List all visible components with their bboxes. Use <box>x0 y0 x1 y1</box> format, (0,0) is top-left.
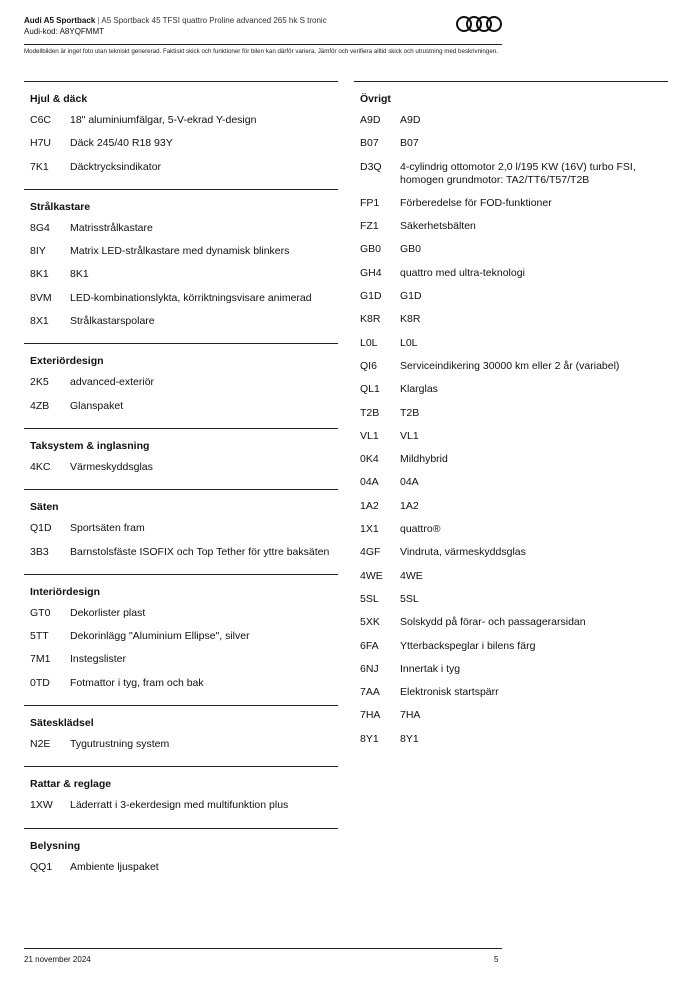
equipment-description: Ambiente ljuspaket <box>70 860 159 873</box>
equipment-description: quattro med ultra-teknologi <box>400 266 525 279</box>
equipment-row <box>24 630 338 643</box>
equipment-row <box>24 607 338 620</box>
equipment-row <box>354 383 668 396</box>
footer-divider <box>24 948 502 949</box>
equipment-description: Instegslister <box>70 653 127 666</box>
equipment-description: Läderratt i 3-ekerdesign med multifunktion plus <box>70 799 289 812</box>
equipment-description: B07 <box>400 137 419 150</box>
equipment-code: 2K5 <box>30 376 49 389</box>
equipment-row <box>354 616 668 629</box>
equipment-code: Q1D <box>30 522 52 535</box>
section-title: Exteriördesign <box>30 355 104 368</box>
equipment-code: 7K1 <box>30 160 49 173</box>
equipment-row <box>354 593 668 606</box>
equipment-description: Klarglas <box>400 383 438 396</box>
equipment-code: GB0 <box>360 243 382 256</box>
equipment-row <box>24 738 338 751</box>
equipment-section <box>24 574 338 705</box>
equipment-code: GH4 <box>360 266 382 279</box>
equipment-description: 1A2 <box>400 499 419 512</box>
equipment-row <box>354 161 668 187</box>
equipment-description: LED-kombinationslykta, körriktningsvisare animerad <box>70 291 312 304</box>
section-title: Säten <box>30 501 59 514</box>
equipment-row <box>354 220 668 233</box>
equipment-description: Dekorinlägg "Aluminium Ellipse", silver <box>70 630 250 643</box>
equipment-row <box>24 799 338 812</box>
equipment-code: 8Y1 <box>360 732 379 745</box>
equipment-code: 5SL <box>360 592 379 605</box>
equipment-row <box>354 197 668 210</box>
equipment-row <box>354 267 668 280</box>
equipment-description: 5SL <box>400 592 419 605</box>
equipment-code: 7M1 <box>30 653 51 666</box>
equipment-code: 1A2 <box>360 499 379 512</box>
equipment-code: 6NJ <box>360 662 379 675</box>
equipment-description: Däcktrycksindikator <box>70 160 162 173</box>
equipment-row <box>24 245 338 258</box>
equipment-section <box>24 189 338 343</box>
equipment-row <box>354 476 668 489</box>
equipment-description: Strålkastarspolare <box>70 315 155 328</box>
equipment-description: Förberedelse för FOD-funktioner <box>400 196 552 209</box>
document-header <box>24 16 502 37</box>
equipment-description: Däck 245/40 R18 93Y <box>70 137 173 150</box>
equipment-row <box>24 861 338 874</box>
equipment-code: G1D <box>360 290 382 303</box>
equipment-description: 04A <box>400 476 419 489</box>
equipment-description: A9D <box>400 114 421 126</box>
equipment-description: advanced-exteriör <box>70 376 155 389</box>
equipment-description: Sportsäten fram <box>70 522 145 535</box>
equipment-description: 4-cylindrig ottomotor 2,0 l/195 KW (16V) turbo FSI, homogen grundmotor: TA2/TT6/T57/T2B <box>400 160 636 186</box>
equipment-row <box>354 640 668 653</box>
variant-name: A5 Sportback 45 TFSI quattro Proline advanced 265 hk S tronic <box>101 16 327 25</box>
right-column <box>354 81 668 761</box>
header-divider <box>24 44 502 45</box>
equipment-code: QI6 <box>360 359 377 372</box>
equipment-description: Säkerhetsbälten <box>400 220 476 233</box>
equipment-row <box>24 315 338 328</box>
equipment-row <box>24 292 338 305</box>
equipment-code: 4WE <box>360 569 383 582</box>
equipment-section <box>24 428 338 489</box>
equipment-code: 8K1 <box>30 268 49 281</box>
equipment-row <box>354 313 668 326</box>
equipment-description: Dekorlister plast <box>70 606 146 619</box>
equipment-section <box>24 343 338 428</box>
equipment-row <box>24 677 338 690</box>
section-title: Övrigt <box>360 93 391 105</box>
equipment-description: Vindruta, värmeskyddsglas <box>400 546 526 559</box>
disclaimer-text: Modellbilden är inget foto utan tekniskt genererad. Faktiskt skick och funktioner för bilen kan därför variera. Jämför och verifiera alltid skick och utrustning med beskrivningen. <box>24 48 498 55</box>
equipment-row <box>354 114 668 127</box>
equipment-code: 8VM <box>30 291 52 304</box>
audi-rings-logo-icon <box>455 15 503 33</box>
equipment-row <box>354 407 668 420</box>
equipment-description: Tygutrustning system <box>70 738 170 751</box>
equipment-code: QL1 <box>360 383 380 396</box>
equipment-code: H7U <box>30 137 52 150</box>
equipment-description: 7HA <box>400 709 421 722</box>
equipment-description: quattro® <box>400 523 441 536</box>
equipment-description: G1D <box>400 290 422 303</box>
equipment-row <box>24 522 338 535</box>
equipment-description: 8K1 <box>70 268 89 281</box>
equipment-section <box>24 489 338 574</box>
equipment-description: Matrisstrålkastare <box>70 221 153 234</box>
equipment-code: 7AA <box>360 686 380 699</box>
page-number: 5 <box>494 955 499 964</box>
equipment-code: FZ1 <box>360 220 379 233</box>
equipment-row <box>354 453 668 466</box>
equipment-description: Innertak i tyg <box>400 662 461 675</box>
equipment-section <box>24 81 338 189</box>
header-title-line <box>24 16 502 26</box>
equipment-code: 4ZB <box>30 399 50 412</box>
section-title: Rattar & reglage <box>30 778 112 791</box>
equipment-code: FP1 <box>360 196 380 209</box>
equipment-description: Glanspaket <box>70 399 124 412</box>
equipment-row <box>354 243 668 256</box>
equipment-row <box>354 733 668 746</box>
equipment-row <box>354 360 668 373</box>
equipment-row <box>24 268 338 281</box>
equipment-description: Serviceindikering 30000 km eller 2 år (variabel) <box>400 359 620 372</box>
equipment-code: 0K4 <box>360 453 379 466</box>
equipment-code: 4GF <box>360 546 381 559</box>
equipment-code: 5TT <box>30 630 49 643</box>
equipment-description: T2B <box>400 406 420 419</box>
equipment-section <box>24 705 338 766</box>
equipment-description: Barnstolsfäste ISOFIX och Top Tether för yttre baksäten <box>70 545 330 558</box>
equipment-section <box>24 828 338 889</box>
equipment-row <box>354 709 668 722</box>
model-name: Audi A5 Sportback <box>24 16 96 25</box>
section-title: Hjul & däck <box>30 93 88 105</box>
equipment-row <box>24 161 338 174</box>
equipment-description: Mildhybrid <box>400 453 448 466</box>
equipment-description: L0L <box>400 336 418 349</box>
equipment-row <box>354 686 668 699</box>
equipment-code: T2B <box>360 406 380 419</box>
section-title: Sätesklädsel <box>30 717 94 730</box>
equipment-section <box>24 766 338 827</box>
section-title: Strålkastare <box>30 200 91 213</box>
equipment-code: QQ1 <box>30 860 53 873</box>
equipment-code: N2E <box>30 738 51 751</box>
equipment-code: 6FA <box>360 639 379 652</box>
equipment-description: GB0 <box>400 243 422 256</box>
footer-date: 21 november 2024 <box>24 955 91 964</box>
equipment-code: 8IY <box>30 245 46 258</box>
equipment-code: VL1 <box>360 429 379 442</box>
equipment-row <box>354 570 668 583</box>
equipment-code: 7HA <box>360 709 381 722</box>
equipment-code: 5XK <box>360 616 380 629</box>
equipment-description: Fotmattor i tyg, fram och bak <box>70 676 204 689</box>
equipment-code: GT0 <box>30 606 51 619</box>
equipment-row <box>24 114 338 127</box>
equipment-row <box>24 400 338 413</box>
title-separator: | <box>97 16 100 25</box>
equipment-row <box>24 546 338 559</box>
equipment-description: K8R <box>400 313 421 326</box>
equipment-code: 8G4 <box>30 221 50 234</box>
equipment-code: 1XW <box>30 799 53 812</box>
equipment-description: 18" aluminiumfälgar, 5-V-ekrad Y-design <box>70 114 257 126</box>
equipment-description: Värmeskyddsglas <box>70 460 153 473</box>
section-title: Taksystem & inglasning <box>30 439 150 452</box>
equipment-row <box>354 663 668 676</box>
equipment-code: 0TD <box>30 676 50 689</box>
equipment-description: Matrix LED-strålkastare med dynamisk blinkers <box>70 245 290 258</box>
equipment-description: Elektronisk startspärr <box>400 686 499 699</box>
section-title: Interiördesign <box>30 585 101 598</box>
equipment-row <box>354 137 668 150</box>
equipment-description: 8Y1 <box>400 732 419 745</box>
equipment-code: K8R <box>360 313 381 326</box>
equipment-code: D3Q <box>360 160 382 173</box>
left-column <box>24 81 338 889</box>
equipment-code: 8X1 <box>30 315 49 328</box>
equipment-code: A9D <box>360 114 381 126</box>
equipment-row <box>354 500 668 513</box>
section-title: Belysning <box>30 839 81 852</box>
equipment-row <box>24 653 338 666</box>
equipment-code: 4KC <box>30 460 51 473</box>
equipment-row <box>354 523 668 536</box>
equipment-row <box>354 430 668 443</box>
equipment-section <box>354 82 668 761</box>
equipment-code: 1X1 <box>360 523 379 536</box>
equipment-description: Solskydd på förar- och passagerarsidan <box>400 616 586 629</box>
equipment-description: VL1 <box>400 429 419 442</box>
equipment-code: B07 <box>360 137 379 150</box>
audi-code: Audi-kod: A8YQFMMT <box>24 27 105 36</box>
equipment-row <box>354 546 668 559</box>
equipment-code: L0L <box>360 336 378 349</box>
equipment-row <box>354 337 668 350</box>
equipment-code: 04A <box>360 476 379 489</box>
equipment-code: C6C <box>30 114 52 126</box>
equipment-description: Ytterbackspeglar i bilens färg <box>400 639 536 652</box>
equipment-row <box>24 461 338 474</box>
equipment-row <box>354 290 668 303</box>
equipment-code: 3B3 <box>30 545 49 558</box>
equipment-description: 4WE <box>400 569 423 582</box>
equipment-row <box>24 137 338 150</box>
equipment-row <box>24 222 338 235</box>
equipment-row <box>24 376 338 389</box>
